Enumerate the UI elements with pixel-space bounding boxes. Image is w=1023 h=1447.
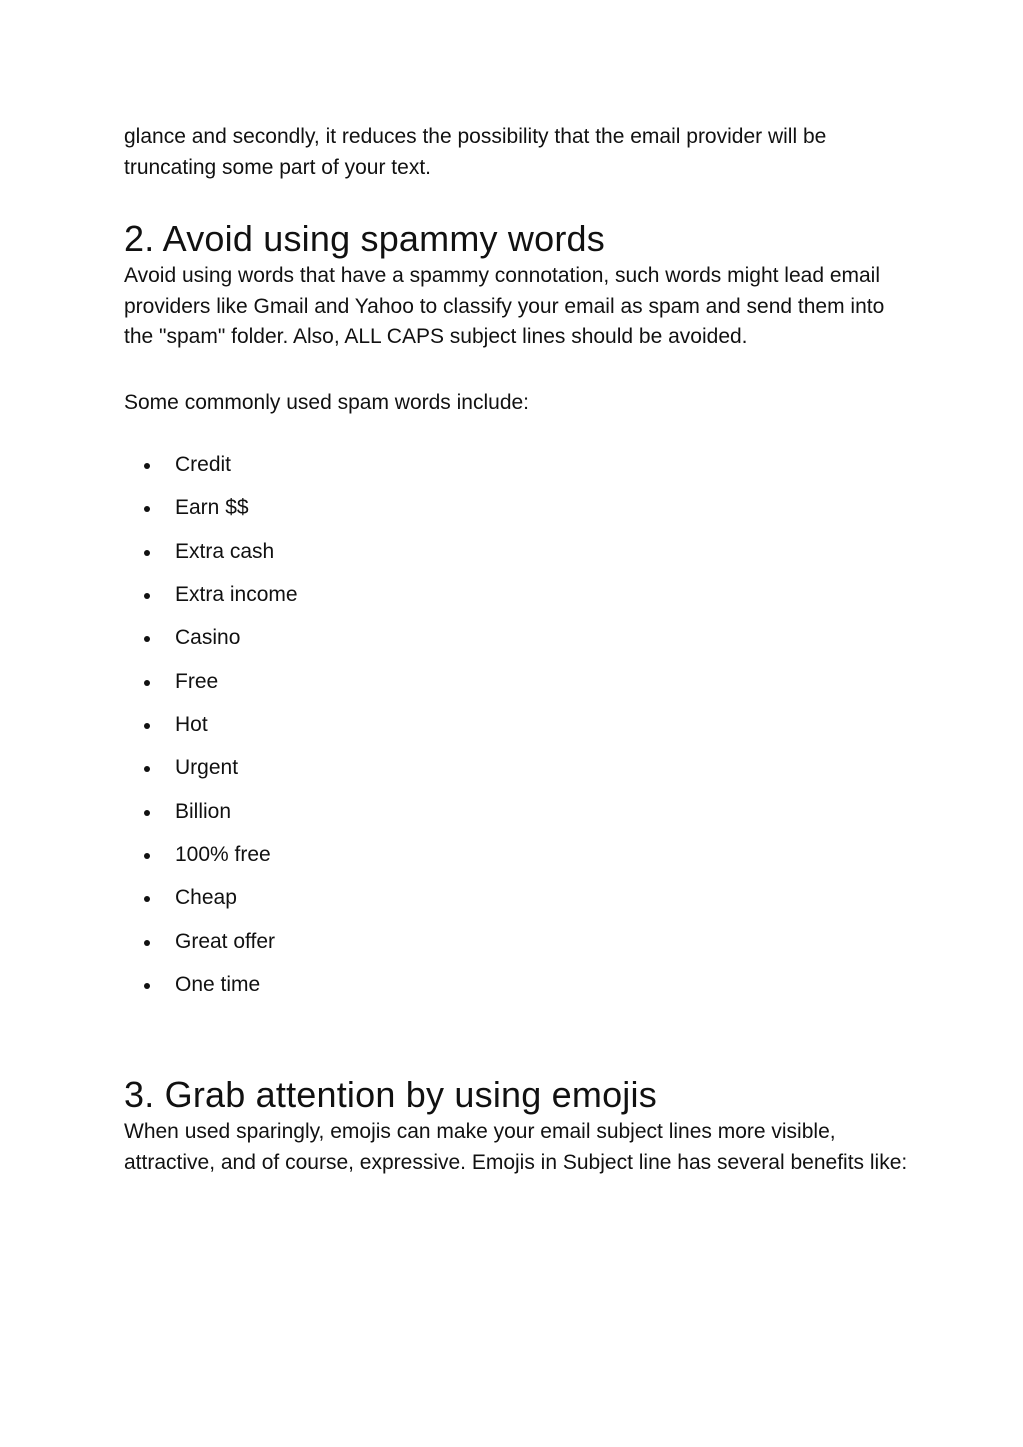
bullet-icon <box>144 983 150 989</box>
list-item <box>124 493 914 536</box>
list-item-label: Extra income <box>175 582 298 606</box>
bullet-icon <box>144 940 150 946</box>
list-item <box>124 883 914 926</box>
list-item-label: Hot <box>175 712 208 736</box>
list-item-label: Earn $$ <box>175 496 249 520</box>
list-item-label: Urgent <box>175 756 239 780</box>
list-item <box>124 710 914 753</box>
section-3-paragraph: When used sparingly, emojis can make your email subject lines more visible, attractive, and of course, expressive. Emojis in Subject line has several benefits like: <box>124 1120 908 1174</box>
spam-words-intro: Some commonly used spam words include: <box>124 390 530 414</box>
bullet-icon <box>144 896 150 902</box>
bullet-icon <box>144 680 150 686</box>
list-item-label: Billion <box>175 799 232 823</box>
list-item <box>124 580 914 623</box>
list-item-label: Great offer <box>175 929 275 953</box>
section-2-paragraph: Avoid using words that have a spammy connotation, such words might lead email providers like Gmail and Yahoo to classify your email as spam and send them into the "spam" folder. Also, ALL CAPS subject lines should be avoided. <box>124 264 885 348</box>
bullet-icon <box>144 636 150 642</box>
list-item-label: 100% free <box>175 842 271 866</box>
bullet-icon <box>144 810 150 816</box>
list-item <box>124 753 914 796</box>
intro-paragraph: glance and secondly, it reduces the possibility that the email provider will be truncating some part of your text. <box>124 125 827 179</box>
list-item-label: Free <box>175 669 219 693</box>
list-item-label: Credit <box>175 453 232 476</box>
list-item <box>124 970 914 1013</box>
bullet-icon <box>144 463 150 469</box>
bullet-icon <box>144 593 150 599</box>
list-item-label: Cheap <box>175 886 237 910</box>
list-item <box>124 537 914 580</box>
bullet-icon <box>144 506 150 512</box>
list-item-label: One time <box>175 972 261 996</box>
list-item <box>124 797 914 840</box>
spam-words-list <box>124 450 914 1013</box>
list-item <box>124 450 914 493</box>
bullet-icon <box>144 550 150 556</box>
bullet-icon <box>144 766 150 772</box>
list-item <box>124 623 914 666</box>
section-2-heading: 2. Avoid using spammy words <box>124 218 605 259</box>
list-item <box>124 667 914 710</box>
list-item <box>124 840 914 883</box>
bullet-icon <box>144 853 150 859</box>
bullet-icon <box>144 723 150 729</box>
list-item-label: Extra cash <box>175 539 275 563</box>
document-content <box>124 122 914 1178</box>
list-item-label: Casino <box>175 626 241 650</box>
section-3-heading: 3. Grab attention by using emojis <box>124 1074 657 1116</box>
list-item <box>124 927 914 970</box>
